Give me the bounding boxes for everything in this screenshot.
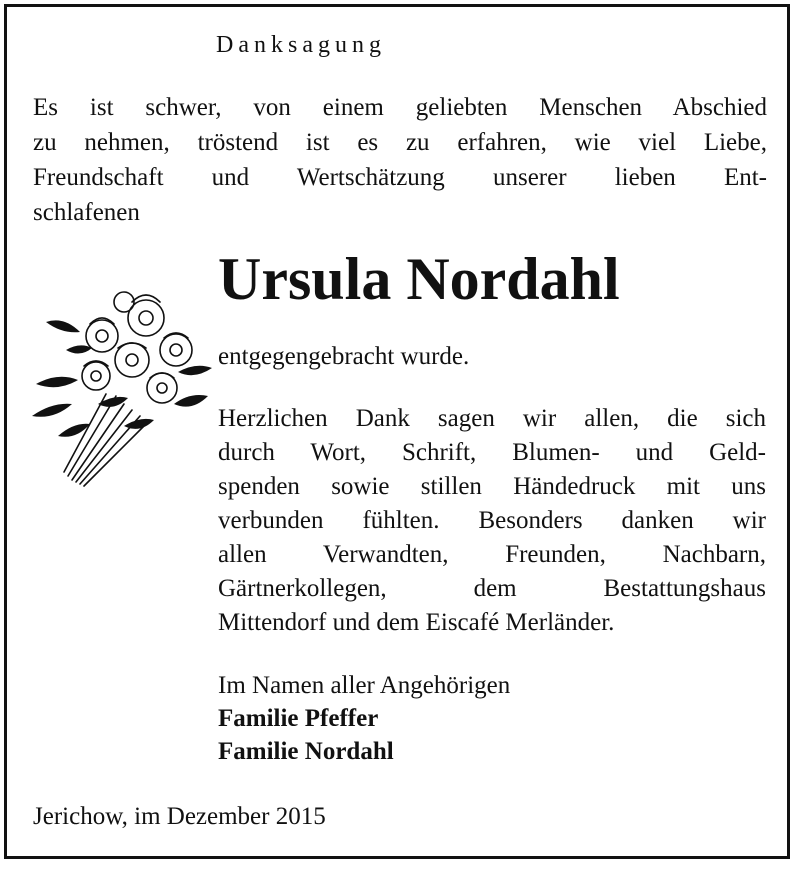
intro-line: zu nehmen, tröstend ist es zu erfahren, wie viel Liebe, (33, 129, 767, 156)
thanks-paragraph (218, 402, 766, 640)
family-name: Familie Nordahl (218, 738, 394, 765)
flower-bouquet-icon (28, 276, 216, 492)
thanks-line: spenden sowie stillen Händedruck mit uns (218, 473, 766, 500)
intro-line: Freundschaft und Wertschätzung unserer lieben Ent- (33, 164, 767, 191)
signoff-block (218, 669, 510, 768)
deceased-name: Ursula Nordahl (218, 246, 620, 312)
after-name-text: entgegengebracht wurde. (218, 343, 470, 370)
thanks-line: verbunden fühlten. Besonders danken wir (218, 507, 766, 534)
thanks-line: Gärtnerkollegen, dem Bestattungshaus (218, 575, 766, 602)
thanks-line: Herzlichen Dank sagen wir allen, die sich (218, 405, 766, 432)
thanks-line: durch Wort, Schrift, Blumen- und Geld- (218, 439, 766, 466)
intro-paragraph (33, 90, 767, 230)
intro-line: Es ist schwer, von einem geliebten Menschen Abschied (33, 94, 767, 121)
thanks-line: allen Verwandten, Freunden, Nachbarn, (218, 541, 766, 568)
family-name: Familie Pfeffer (218, 705, 379, 732)
intro-line: schlafenen (33, 199, 140, 226)
notice-title: Danksagung (216, 32, 386, 58)
signoff-intro: Im Namen aller Angehörigen (218, 672, 511, 699)
place-date: Jerichow, im Dezember 2015 (33, 803, 326, 830)
thanks-line: Mittendorf und dem Eiscafé Merländer. (218, 609, 615, 636)
